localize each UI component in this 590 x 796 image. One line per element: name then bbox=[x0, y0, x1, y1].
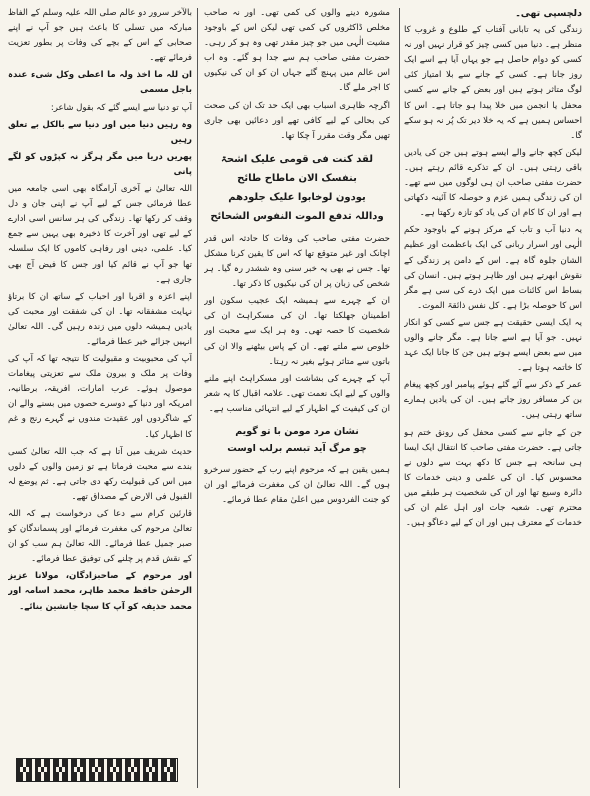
paragraph: اللہ تعالیٰ نے آخری آرامگاہ بھی اسی جامعہ میں عطا فرمائی جس کے لیے آپ نے اپنی جان و دل وقف کر رکھا تھا۔ زندگی کی ہر سانس اسی ادارے کے لیے تھی اور آخرت کا ذخیرہ بھی یہیں سے جمع کیا۔ علمی، دینی اور رفاہی کاموں کا ایک سلسلہ تھا جو آپ نے قائم کیا اور جس کا فیض آج بھی جاری ہے۔ bbox=[8, 184, 192, 285]
closing-prayer: اور مرحوم کے صاحبزادگان، مولانا عزیز الرحمٰن حافظ محمد طاہر، محمد اسامہ اور محمد حذیفہ کو آپ کا سچا جانشین بنائے۔ bbox=[8, 571, 192, 612]
paragraph: آپ کی محبوبیت و مقبولیت کا نتیجہ تھا کہ آپ کی وفات پر ملک و بیرون ملک سے تعزیتی پیغامات موصول ہوئے۔ عرب امارات، افریقہ، برطانیہ، امریکہ اور دنیا کے دوسرے حصوں میں بسنے والے ان کے شاگردوں اور عقیدت مندوں نے گہرے رنج و غم کا اظہار کیا۔ bbox=[8, 354, 192, 440]
persian-couplet bbox=[204, 423, 390, 457]
paragraph: حضرت مفتی صاحب کی وفات کا حادثہ اس قدر اچانک اور غیر متوقع تھا کہ اس کا یقین کرنا مشکل تھا۔ جس نے بھی یہ خبر سنی وہ ششدر رہ گیا۔ ہر شخص کی زبان پر ان کی نیکیوں کا ذکر تھا۔ bbox=[204, 233, 390, 290]
verse-line: یودون لوخابوا علیک جلودھم bbox=[228, 191, 366, 203]
paragraph: مشورہ دینے والوں کی کمی تھی۔ اور نہ صاحب مخلص ڈاکٹروں کی کمی تھی لیکن اس کے باوجود مشیت الٰہی میں جو چیز مقدر تھی وہ ہو کر رہی۔ حضرت مفتی صاحب ہم سے جدا ہو گئے۔ وہ اب اس عالم میں پہنچ گئے جہاں ان کو ان کی نیکیوں کا اجر ملے گا۔ bbox=[204, 8, 390, 94]
paragraph: یہ دنیا آب و تاب کے مرکز ہونے کے باوجود حکم الٰہی اور اسرار ربانی کی ایک باعظمت اور عظیم الشان جلوہ گاہ ہے۔ اس کے دامن پر زندگی کے نقوش ابھرتے ہیں اور ظاہر ہوتے ہیں۔ انسان کی بساط اس کائنات میں ایک ذرے کی سی ہے مگر اس کا حوصلہ بڑا ہے۔ کل نفس ذائقۃ الموت۔ bbox=[404, 225, 582, 311]
paragraph: حدیث شریف میں آتا ہے کہ جب اللہ تعالیٰ کسی بندے سے محبت فرماتا ہے تو زمین والوں کے دلوں میں اس کی قبولیت رکھ دی جاتی ہے۔ ثم یوضع لہ القبول فی الارض کے مصداق تھے۔ bbox=[8, 446, 192, 502]
paragraph: اپنے اعزہ و اقربا اور احباب کے ساتھ ان کا برتاؤ نہایت مشفقانہ تھا۔ ان کی شفقت اور محبت کی یادیں ہمیشہ دلوں میں زندہ رہیں گی۔ اللہ تعالیٰ انہیں جزائے خیر عطا فرمائے۔ bbox=[8, 291, 192, 347]
verse-line: بنفسک الان ماطاح طائح bbox=[237, 172, 357, 184]
column-heading: دلچسپی تھی۔ bbox=[515, 8, 582, 19]
paragraph: جن کے جانے سے کسی محفل کی رونق ختم ہو جاتی ہے۔ حضرت مفتی صاحب کا انتقال ایک ایسا ہی سانحہ ہے جس کا دکھ بہت سے دلوں نے محسوس کیا۔ ان کی علمی و دینی خدمات کا دائرہ وسیع تھا اور ان کی شخصیت ہر طبقے میں محترم تھی۔ شعبہ جات اور اہل علم ان کی خدمات کے معترف ہیں اور ان کے لیے دعاگو ہیں۔ bbox=[404, 427, 582, 529]
paragraph: عمر کے ذکر سے آئے گئے ہوئے پیامبر اور کچھ پیغام بن کر مسافر روز جاتے ہیں۔ ان کی یادیں ہمارے ساتھ رہتی ہیں۔ bbox=[404, 380, 582, 421]
verse-line: لقد کنت فی قومی علیک اشحۃ bbox=[221, 153, 373, 165]
paragraph: قارئین کرام سے دعا کی درخواست ہے کہ اللہ تعالیٰ مرحوم کی مغفرت فرمائے اور پسماندگان کو صبر جمیل عطا فرمائے۔ اللہ تعالیٰ ہم سب کو ان کے نقش قدم پر چلنے کی توفیق عطا فرمائے۔ bbox=[8, 509, 192, 565]
paragraph: لیکن کچھ جانے والے ایسے ہوتے ہیں جن کی یادیں باقی رہتی ہیں۔ ان کے تذکرے قائم رہتے ہیں۔ حضرت مفتی صاحب ان ہی لوگوں میں سے تھے۔ ان کی زندگی ہمیں عزم و حوصلہ کا آئینہ دکھاتی ہے اور ان کا کام ان کی یاد کو تازہ رکھتا ہے۔ bbox=[404, 147, 582, 219]
column-right bbox=[404, 6, 582, 790]
paragraph: ہمیں یقین ہے کہ مرحوم اپنے رب کے حضور سرخرو ہوں گے۔ اللہ تعالیٰ ان کی مغفرت فرمائے اور ان کو جنت الفردوس میں اعلیٰ مقام عطا فرمائے۔ bbox=[204, 464, 390, 506]
paragraph: ان کے چہرے سے ہمیشہ ایک عجیب سکون اور اطمینان جھلکتا تھا۔ ان کی مسکراہٹ ان کی شخصیت کا حصہ تھی۔ وہ ہر ایک سے محبت اور خلوص سے ملتے تھے۔ ان کے پاس بیٹھنے والا ان کی باتوں سے متاثر ہوئے بغیر نہ رہتا۔ bbox=[204, 296, 390, 367]
decorative-border-ornament bbox=[16, 758, 178, 782]
paragraph: آپ تو دنیا سے ایسے گئے کہ بقول شاعر: bbox=[50, 102, 192, 113]
verse-line: وداللہ تدفع الموت النفوس الشحائح bbox=[210, 210, 384, 222]
paragraph: بالآخر سرور دو عالم صلی اللہ علیہ وسلم کے الفاظ مبارکہ میں تسلی کا باعث ہیں جو آپ نے اپنے صحابی کے اس کے بچے کی وفات پر بطور تعزیت فرمائے تھے۔ bbox=[8, 8, 192, 64]
arabic-verse bbox=[204, 150, 390, 226]
verse-line: وہ رہیں دنیا میں اور دنیا سے بالکل بے تعلق رہیں bbox=[8, 119, 192, 145]
column-left bbox=[8, 6, 192, 790]
column-middle bbox=[204, 6, 390, 790]
hadith-quote: ان للہ ما اخذ ولہ ما اعطی وکل شیء عندہ باجل مسمی bbox=[8, 70, 192, 96]
paragraph: زندگی کی یہ تابانی آفتاب کے طلوع و غروب کا منظر ہے۔ دنیا میں کسی چیز کو قرار نہیں اور نہ کسی کو دوام حاصل ہے جو یہاں آیا ہے اسے ایک روز جانا ہے۔ کسی کے جانے سے بلا امتیاز کئی لوگ متاثر ہوتے ہیں اور بعض کے جانے سے کسی محفل یا انجمن میں خلا پیدا ہو جاتا ہے۔ اس کا احساس ہمیں ہے کہ یہ خلا دیر تک پُر نہ ہو سکے گا۔ bbox=[404, 25, 582, 141]
paragraph: اگرچہ ظاہری اسباب بھی ایک حد تک ان کی صحت کی بحالی کے لیے کافی تھے اور دعائیں بھی جاری تھیں مگر وقت مقرر آ چکا تھا۔ bbox=[204, 100, 390, 141]
paragraph: آپ کے چہرے کی بشاشت اور مسکراہٹ اپنے ملنے والوں کے لیے ایک نعمت تھی۔ علامہ اقبال کا یہ شعر ان کی کیفیت کے اظہار کے لیے انتہائی مناسب ہے۔ bbox=[204, 373, 390, 414]
column-divider bbox=[197, 8, 198, 788]
poem-line: نشان مرد مومن با تو گویم bbox=[235, 425, 359, 437]
paragraph: یہ ایک ایسی حقیقت ہے جس سے کسی کو انکار نہیں۔ جو آیا ہے اسے جانا ہے۔ مگر جانے والوں میں سے بعض ایسے ہوتے ہیں جن کا جانا ایک عہد کا خاتمہ ہوتا ہے۔ bbox=[404, 317, 582, 374]
poem-line: چو مرگ آید تبسم برلب اوست bbox=[227, 442, 367, 454]
verse-line: پھریں دریا میں مگر ہرگز نہ کپڑوں کو لگے پانی bbox=[8, 151, 192, 177]
column-divider bbox=[399, 8, 400, 788]
